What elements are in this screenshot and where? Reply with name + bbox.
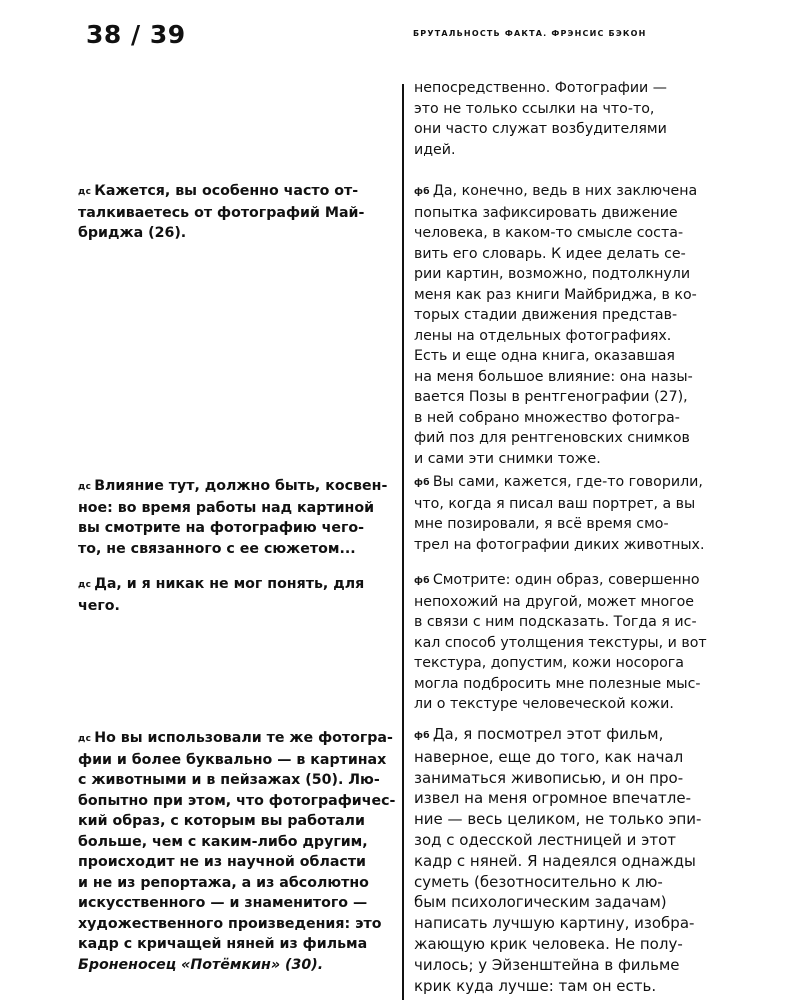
text-line: и не из репортажа, а из абсолютно xyxy=(78,874,369,891)
text-line: суметь (безотносительно к лю- xyxy=(414,872,663,891)
text-line: непосредственно. Фотографии — xyxy=(414,80,667,96)
text-line: жающую крик человека. Не полу- xyxy=(414,934,683,953)
text-line: кий образ, с которым вы работали xyxy=(78,813,365,829)
speaker-tag-bacon: фб xyxy=(414,576,430,586)
text-line: талкиваетесь от фотографий Май- xyxy=(78,204,365,221)
text-line: Смотрите: один образ, совершенно xyxy=(432,572,700,588)
text-line: то, не связанного с ее сюжетом... xyxy=(78,540,356,557)
text-line: чилось; у Эйзенштейна в фильме xyxy=(414,955,680,974)
speaker-tag-interviewer: дс xyxy=(78,187,92,197)
text-line: это не только ссылки на что-то, xyxy=(414,100,655,117)
text-line: Кажется, вы особенно часто от- xyxy=(94,183,359,199)
speaker-tag-bacon: фб xyxy=(414,731,430,741)
text-line: меня как раз книги Майбриджа, в ко- xyxy=(414,286,697,303)
bacon-answer-2 xyxy=(414,472,704,555)
column-divider xyxy=(402,84,404,1000)
speaker-tag-bacon: фб xyxy=(414,478,430,488)
text-line: вить его словарь. К идее делать се- xyxy=(414,245,686,262)
bacon-answer-4 xyxy=(414,724,701,996)
text-line: художественного произведения: это xyxy=(78,915,382,932)
text-line: наверное, еще до того, как начал xyxy=(414,747,684,766)
speaker-tag-interviewer: дс xyxy=(78,482,92,492)
text-line: вается Позы в рентгенографии (27), xyxy=(414,389,688,405)
text-line: что, когда я писал ваш портрет, а вы xyxy=(414,495,696,512)
text-line: бриджа (26). xyxy=(78,225,187,241)
text-line: торых стадии движения представ- xyxy=(414,307,678,323)
text-line: Влияние тут, должно быть, косвен- xyxy=(94,478,388,494)
bacon-answer-3 xyxy=(414,570,707,715)
text-line: Но вы использовали те же фотогра- xyxy=(94,730,393,746)
interviewer-question-1 xyxy=(78,181,364,244)
text-line: мне позировали, я всё время смо- xyxy=(414,516,669,532)
text-line: могла подбросить мне полезные мыс- xyxy=(414,675,701,692)
text-line: человека, в каком-то смысле соста- xyxy=(414,225,684,241)
text-line: лены на отдельных фотографиях. xyxy=(414,327,672,344)
text-line: кадр с кричащей няней из фильма xyxy=(78,936,368,952)
text-line: на меня большое влияние: она назы- xyxy=(414,368,693,385)
text-line: происходит не из научной области xyxy=(78,854,366,870)
text-line: Да, я посмотрел этот фильм, xyxy=(432,725,664,743)
text-line: в ней собрано множество фотогра- xyxy=(414,409,680,426)
text-line: в связи с ним подсказать. Тогда я ис- xyxy=(414,614,697,630)
page-numbers: 38 / 39 xyxy=(86,20,186,49)
bacon-answer-0 xyxy=(414,78,667,160)
text-line: извел на меня огромное впечатле- xyxy=(414,789,692,808)
running-header-title: БРУТАЛЬНОСТЬ ФАКТА. ФРЭНСИС БЭКОН xyxy=(413,29,647,38)
text-line: непохожий на другой, может многое xyxy=(414,593,695,610)
text-line: попытка зафиксировать движение xyxy=(414,204,678,221)
text-line: бопытно при этом, что фотографичес- xyxy=(78,792,396,809)
text-line: фии и более буквально — в картинах xyxy=(78,751,387,768)
text-line: рии картин, возможно, подтолкнули xyxy=(414,266,691,282)
interviewer-question-3 xyxy=(78,574,364,616)
text-line: фий поз для рентгеновских снимков xyxy=(414,430,690,446)
text-line: Да, и я никак не мог понять, для xyxy=(94,576,365,592)
text-line: чего. xyxy=(78,597,120,614)
text-line: они часто служат возбудителями xyxy=(414,121,667,137)
text-line: кадр с няней. Я надеялся однажды xyxy=(414,851,696,870)
text-line: кал способ утолщения текстуры, и вот xyxy=(414,634,707,651)
text-line: идей. xyxy=(414,141,456,158)
text-line: текстура, допустим, кожи носорога xyxy=(414,655,684,671)
text-line: написать лучшую картину, изобра- xyxy=(414,914,695,933)
speaker-tag-interviewer: дс xyxy=(78,734,92,744)
text-line: зод с одесской лестницей и этот xyxy=(414,830,677,849)
text-line: с животными и в пейзажах (50). Лю- xyxy=(78,772,380,788)
text-line: ное: во время работы над картиной xyxy=(78,499,375,516)
interviewer-question-4 xyxy=(78,728,395,975)
text-line: больше, чем с каким-либо другим, xyxy=(78,833,368,850)
text-line: вы смотрите на фотографию чего- xyxy=(78,520,365,536)
text-line: и сами эти снимки тоже. xyxy=(414,450,601,467)
text-line: крик куда лучше: там он есть. xyxy=(414,976,657,995)
speaker-tag-interviewer: дс xyxy=(78,580,92,590)
text-line: трел на фотографии диких животных. xyxy=(414,536,705,553)
text-line: Да, конечно, ведь в них заключена xyxy=(432,183,698,199)
text-line: искусственного — и знаменитого — xyxy=(78,895,368,911)
speaker-tag-bacon: фб xyxy=(414,187,430,197)
text-line: Броненосец «Потёмкин» (30). xyxy=(78,956,324,973)
text-line: ние — весь целиком, не только эпи- xyxy=(414,810,702,829)
text-line: заниматься живописью, и он про- xyxy=(414,768,684,787)
text-line: ли о текстуре человеческой кожи. xyxy=(414,696,674,712)
text-line: бым психологическим задачам) xyxy=(414,893,667,912)
text-line: Есть и еще одна книга, оказавшая xyxy=(414,348,675,364)
bacon-answer-1 xyxy=(414,181,697,469)
interviewer-question-2 xyxy=(78,476,387,559)
text-line: Вы сами, кажется, где-то говорили, xyxy=(432,474,703,490)
